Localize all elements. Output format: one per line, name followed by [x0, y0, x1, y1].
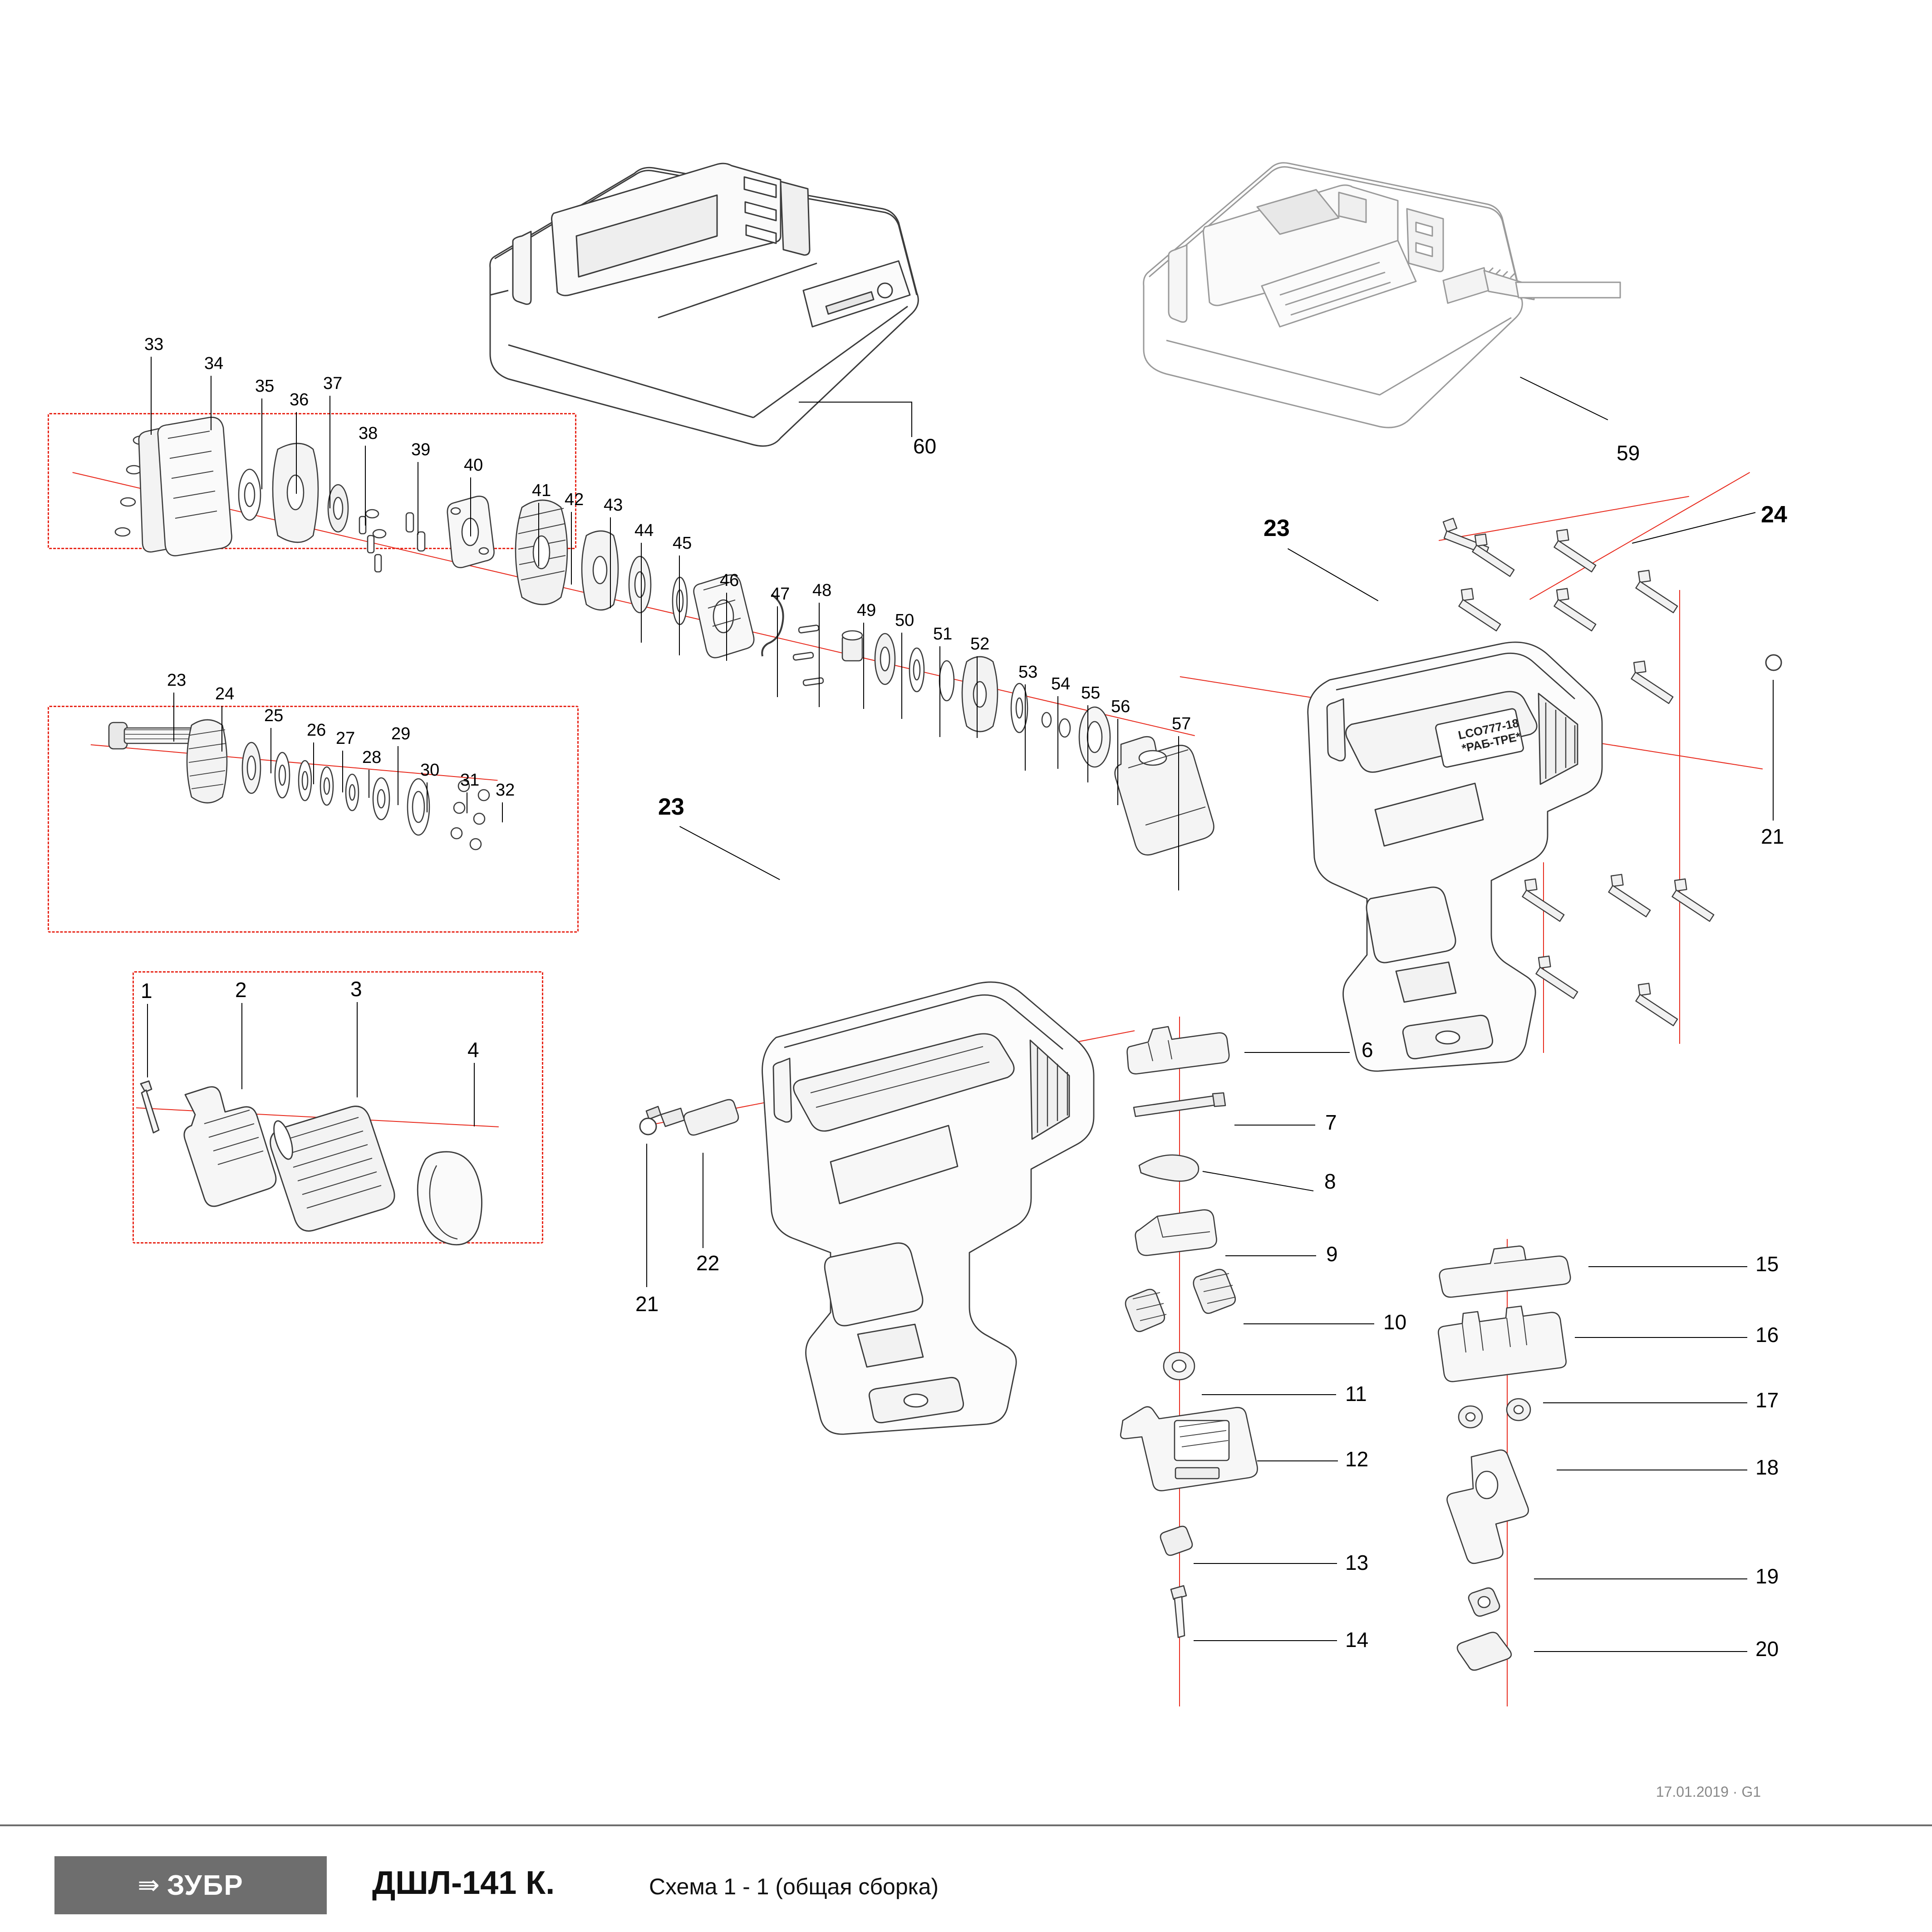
callout-38: 36 — [290, 390, 309, 409]
callout-35: 33 — [144, 335, 164, 354]
leader-53 — [939, 646, 940, 737]
callout-23-right: 23 — [1263, 515, 1290, 541]
callout-45: 43 — [604, 496, 623, 515]
battery-pack-illustration — [463, 100, 935, 445]
leader-14 — [1194, 1640, 1337, 1641]
leader-21-right — [1773, 680, 1774, 821]
leader-55 — [1025, 684, 1026, 771]
leader-20 — [1534, 1651, 1747, 1652]
leader-48 — [726, 593, 727, 661]
leader-4 — [474, 1063, 475, 1126]
callout-50: 48 — [812, 581, 832, 600]
callout-7: 7 — [1325, 1111, 1337, 1134]
leader-10 — [1244, 1323, 1374, 1324]
callout-27: 25 — [264, 706, 284, 725]
leader-46 — [641, 543, 642, 643]
leader-27 — [270, 728, 271, 773]
callout-2: 2 — [235, 978, 247, 1002]
callout-47: 45 — [673, 534, 692, 553]
callout-28: 26 — [307, 721, 326, 740]
leader-11 — [1202, 1394, 1336, 1395]
callout-48: 46 — [720, 571, 739, 590]
callout-15: 15 — [1755, 1252, 1779, 1276]
callout-24: 24 — [1761, 501, 1787, 528]
callout-13: 13 — [1345, 1551, 1369, 1574]
leader-50 — [819, 603, 820, 707]
leader-56 — [1057, 696, 1058, 769]
callout-18: 18 — [1755, 1455, 1779, 1479]
leader-15 — [1588, 1266, 1747, 1267]
leader-58 — [1117, 719, 1118, 805]
callout-40: 38 — [359, 424, 378, 443]
brand-name: ЗУБР — [167, 1869, 244, 1901]
callout-41: 39 — [411, 440, 431, 459]
callout-11: 11 — [1345, 1382, 1367, 1406]
small-parts-column-right — [1430, 1244, 1584, 1661]
callout-19: 19 — [1755, 1564, 1779, 1588]
leader-32 — [427, 782, 428, 812]
callout-29: 27 — [336, 729, 355, 748]
housing-spec-label: LCO777-18 *РАБ-ТРЕ* — [1457, 716, 1522, 755]
brand-logo — [54, 1856, 327, 1914]
callout-56: 54 — [1051, 674, 1071, 693]
callout-60: 59 — [1617, 441, 1640, 465]
leader-42 — [470, 477, 471, 536]
callout-58: 56 — [1111, 697, 1131, 716]
leader-44 — [571, 512, 572, 585]
leader-19 — [1534, 1578, 1747, 1579]
callout-9: 9 — [1326, 1242, 1338, 1266]
callout-25: 23 — [167, 671, 187, 690]
leader-2 — [241, 1003, 242, 1089]
leader-39 — [329, 396, 330, 508]
leader-13 — [1194, 1563, 1337, 1564]
callout-8: 8 — [1324, 1170, 1336, 1193]
callout-31: 29 — [391, 724, 411, 743]
leader-47 — [679, 556, 680, 655]
footer-divider — [0, 1824, 1932, 1826]
leader-17 — [1543, 1402, 1747, 1403]
leader-1 — [147, 1004, 148, 1077]
chuck-assembly-parts — [132, 1044, 526, 1253]
callout-20: 20 — [1755, 1637, 1779, 1661]
callout-46: 44 — [634, 521, 654, 540]
callout-53: 51 — [933, 624, 953, 644]
charger-illustration — [1126, 136, 1625, 427]
leader-26 — [221, 706, 222, 752]
callout-33: 31 — [460, 771, 480, 790]
leader-57 — [1087, 705, 1088, 782]
leader-7 — [1234, 1125, 1315, 1126]
retainer-washer-left — [634, 1113, 662, 1140]
callout-37: 35 — [255, 377, 275, 396]
callout-17: 17 — [1755, 1388, 1779, 1412]
callout-52: 50 — [895, 611, 914, 630]
callout-49: 47 — [771, 585, 790, 604]
housing-screws-cluster — [1443, 522, 1788, 1067]
callout-30: 28 — [362, 748, 382, 767]
callout-14: 14 — [1345, 1628, 1369, 1652]
leader-9 — [1225, 1255, 1316, 1256]
callout-23-left: 23 — [658, 794, 684, 820]
callout-22: 22 — [696, 1251, 720, 1275]
callout-43: 41 — [532, 481, 551, 500]
tool-housing-left-illustration — [694, 926, 1175, 1443]
callout-4: 4 — [467, 1038, 479, 1062]
callout-36: 34 — [204, 354, 224, 373]
callout-61: 60 — [913, 434, 937, 458]
brand-mark-icon: ⇛ — [138, 1870, 161, 1900]
callout-10: 10 — [1383, 1310, 1407, 1334]
leader-3 — [357, 1002, 358, 1097]
callout-6: 6 — [1362, 1038, 1373, 1062]
retainer-washer-right — [1760, 649, 1787, 676]
callout-1: 1 — [141, 979, 152, 1003]
page-title: ДШЛ-141 К. — [372, 1865, 555, 1901]
leader-16 — [1575, 1337, 1747, 1338]
leader-21-left — [646, 1144, 647, 1287]
leader-37 — [261, 398, 262, 489]
leader-28 — [313, 742, 314, 784]
callout-57: 55 — [1081, 683, 1101, 703]
callout-21-right: 21 — [1761, 825, 1785, 848]
callout-12: 12 — [1345, 1447, 1369, 1471]
leader-35 — [151, 357, 152, 435]
doc-date: 17.01.2019 · G1 — [1656, 1784, 1761, 1800]
callout-54: 52 — [970, 634, 990, 654]
leader-25 — [173, 693, 174, 742]
leader-29 — [342, 751, 343, 792]
leader-45 — [610, 517, 611, 608]
callout-55: 53 — [1018, 663, 1038, 682]
leader-6 — [1244, 1052, 1350, 1053]
leader-59 — [1178, 736, 1179, 890]
leader-12 — [1257, 1460, 1338, 1461]
leader-51 — [863, 623, 864, 709]
callout-34: 32 — [496, 781, 515, 800]
callout-21-left: 21 — [635, 1292, 659, 1316]
callout-32: 30 — [420, 761, 440, 780]
callout-39: 37 — [323, 374, 343, 393]
leader-54 — [977, 656, 978, 738]
callout-51: 49 — [857, 601, 876, 620]
callout-42: 40 — [464, 456, 483, 475]
leader-49 — [777, 606, 778, 697]
callout-3: 3 — [350, 977, 362, 1001]
small-parts-column-center — [1121, 1021, 1275, 1670]
scheme-subtitle: Схема 1 - 1 (общая сборка) — [649, 1874, 939, 1899]
leader-34 — [502, 802, 503, 822]
callout-16: 16 — [1755, 1323, 1779, 1347]
callout-44: 42 — [565, 490, 584, 509]
leader-52 — [901, 633, 902, 719]
leader-38 — [296, 412, 297, 494]
leader-43 — [538, 503, 539, 566]
leader-40 — [365, 446, 366, 526]
callout-59: 57 — [1172, 714, 1191, 733]
callout-26: 24 — [215, 684, 235, 703]
leader-23-right — [1288, 548, 1378, 601]
